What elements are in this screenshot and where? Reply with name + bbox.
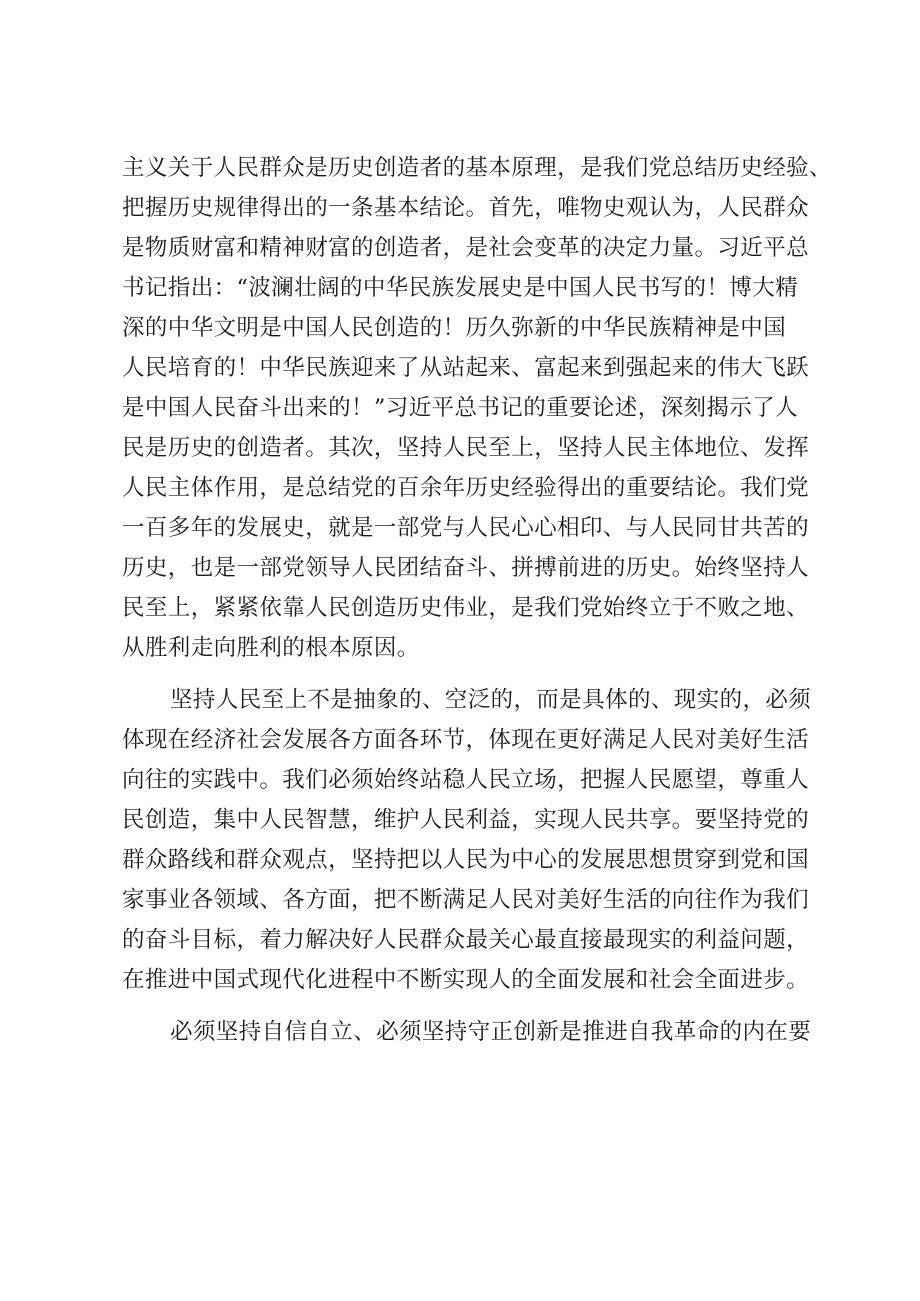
text-line: 是中国人民奋斗出来的！”习近平总书记的重要论述，深刻揭示了人 (122, 395, 799, 421)
text-line: 一百多年的发展史，就是一部党与人民心心相印、与人民同甘共苦的 (122, 515, 810, 541)
text-line: 书记指出：“波澜壮阔的中华民族发展史是中国人民书写的！博大精 (122, 275, 799, 301)
text-line: 主义关于人民群众是历史创造者的基本原理，是我们党总结历史经验、 (122, 155, 832, 181)
text-line: 民至上，紧紧依靠人民创造历史伟业，是我们党始终立于不败之地、 (122, 595, 810, 621)
text-line: 民创造，集中人民智慧，维护人民利益，实现人民共享。要坚持党的 (122, 807, 810, 833)
text-line: 是物质财富和精神财富的创造者，是社会变革的决定力量。习近平总 (122, 235, 810, 261)
text-line: 向往的实践中。我们必须始终站稳人民立场，把握人民愿望，尊重人 (122, 767, 810, 793)
text-line: 体现在经济社会发展各方面各环节，体现在更好满足人民对美好生活 (122, 727, 810, 753)
text-line: 人民主体作用，是总结党的百余年历史经验得出的重要结论。我们党 (122, 475, 810, 501)
text-line: 群众路线和群众观点，坚持把以人民为中心的发展思想贯穿到党和国 (122, 847, 810, 873)
text-line: 人民培育的！中华民族迎来了从站起来、富起来到强起来的伟大飞跃 (122, 355, 810, 381)
text-line: 在推进中国式现代化进程中不断实现人的全面发展和社会全面进步。 (122, 967, 810, 993)
text-line: 从胜利走向胜利的根本原因。 (122, 635, 420, 661)
text-line: 民是历史的创造者。其次，坚持人民至上，坚持人民主体地位、发挥 (122, 435, 810, 461)
text-line: 把握历史规律得出的一条基本结论。首先，唯物史观认为，人民群众 (122, 195, 810, 221)
text-line: 的奋斗目标，着力解决好人民群众最关心最直接最现实的利益问题， (122, 927, 810, 953)
text-line: 家事业各领域、各方面，把不断满足人民对美好生活的向往作为我们 (122, 887, 810, 913)
text-line: 深的中华文明是中国人民创造的！历久弥新的中华民族精神是中国 (122, 315, 787, 341)
paragraph-first-line: 必须坚持自信自立、必须坚持守正创新是推进自我革命的内在要 (170, 1019, 812, 1045)
text-line: 历史，也是一部党领导人民团结奋斗、拼搏前进的历史。始终坚持人 (122, 555, 810, 581)
paragraph-first-line: 坚持人民至上不是抽象的、空泛的，而是具体的、现实的，必须 (170, 687, 812, 713)
